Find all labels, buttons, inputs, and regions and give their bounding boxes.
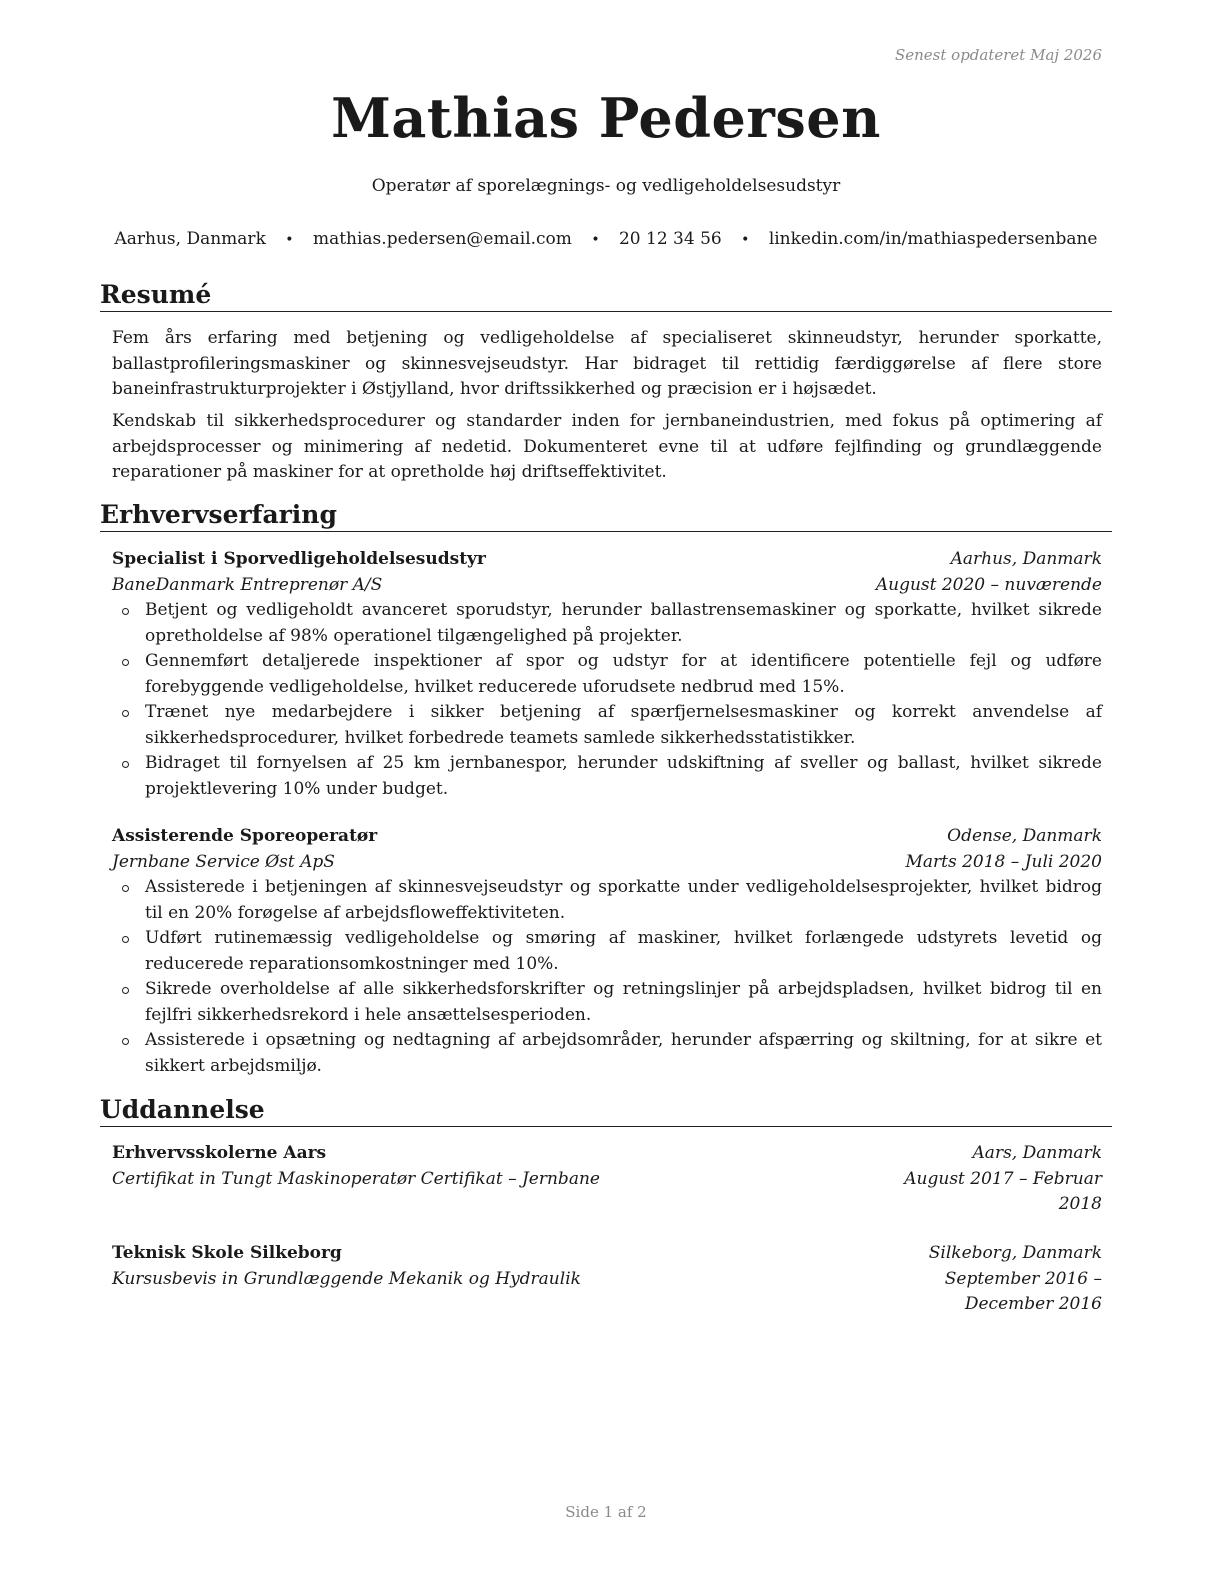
- school-location: Silkeborg, Danmark: [928, 1243, 1102, 1263]
- job-entry: [112, 824, 1102, 1079]
- job-bullet-list: [112, 875, 1102, 1079]
- contact-email[interactable]: mathias.pedersen@email.com: [312, 229, 572, 249]
- contact-line: [100, 229, 1112, 249]
- job-bullet: Gennemført detaljerede inspektioner af spor og udstyr for at identificere potentielle fejl og udføre forebyggende vedligeholdelse, hvilket reducerede uforudsete nedbrud med 15%.: [112, 649, 1102, 700]
- job-company: BaneDanmark Entreprenør A/S: [112, 574, 383, 595]
- job-bullet: Bidraget til fornyelsen af 25 km jernbanespor, herunder udskiftning af sveller og ballast, hvilket sikrede projektlevering 10% under budget.: [112, 751, 1102, 802]
- education-dates: August 2017 – Februar 2018: [904, 1168, 1102, 1214]
- degree: Certifikat in Tungt Maskinoperatør Certifikat – Jernbane: [112, 1168, 600, 1189]
- job-location: Aarhus, Danmark: [950, 549, 1102, 569]
- job-bullet: Udført rutinemæssig vedligeholdelse og smøring af maskiner, hvilket forlængede udstyrets levetid og reducerede reparationsomkostninger med 10%.: [112, 926, 1102, 977]
- section-title-summary: Resumé: [100, 279, 1112, 312]
- job-location: Odense, Danmark: [947, 826, 1102, 846]
- page-number: Side 1 af 2: [565, 1503, 647, 1521]
- contact-separator: •: [285, 232, 294, 248]
- school-name: Teknisk Skole Silkeborg: [112, 1243, 342, 1263]
- job-bullet: Assisterede i betjeningen af skinnesvejseudstyr og sporkatte under vedligeholdelsesprojekter, hvilket bidrog til en 20% forøgelse af arbejdsfloweffektiviteten.: [112, 875, 1102, 926]
- job-role: Specialist i Sporvedligeholdelsesudstyr: [112, 549, 486, 569]
- job-entry: [112, 547, 1102, 802]
- education-dates: September 2016 – December 2016: [944, 1268, 1102, 1314]
- contact-location: Aarhus, Danmark: [114, 229, 266, 249]
- job-bullet: Assisterede i opsætning og nedtagning af arbejdsområder, herunder afspærring og skiltning, for at sikre et sikkert arbejdsmiljø.: [112, 1028, 1102, 1079]
- job-bullet: Sikrede overholdelse af alle sikkerhedsforskrifter og retningslinjer på arbejdspladsen, hvilket bidrog til en fejlfri sikkerhedsrekord i hele ansættelsesperioden.: [112, 977, 1102, 1028]
- contact-linkedin[interactable]: linkedin.com/in/mathiaspedersenbane: [768, 229, 1098, 249]
- section-title-education: Uddannelse: [100, 1094, 1112, 1127]
- job-bullet: Trænet nye medarbejdere i sikker betjening af spærfjernelsesmaskiner og korrekt anvendelse af sikkerhedsprocedurer, hvilket forbedrede teamets samlede sikkerhedsstatistikker.: [112, 700, 1102, 751]
- section-title-experience: Erhvervserfaring: [100, 499, 1112, 532]
- job-company: Jernbane Service Øst ApS: [112, 851, 335, 872]
- job-role: Assisterende Sporeoperatør: [112, 826, 378, 846]
- school-location: Aars, Danmark: [972, 1143, 1102, 1163]
- education-entry: [112, 1241, 1102, 1318]
- job-bullet-list: [112, 598, 1102, 802]
- job-dates: August 2020 – nuværende: [875, 574, 1102, 595]
- resume-page: [100, 0, 1112, 1584]
- contact-separator: •: [591, 232, 600, 248]
- school-name: Erhvervsskolerne Aars: [112, 1143, 327, 1163]
- contact-separator: •: [741, 232, 750, 248]
- education-entry: [112, 1141, 1102, 1218]
- headline: Operatør af sporelægnings- og vedligeholdelsesudstyr: [371, 176, 841, 196]
- job-bullet: Betjent og vedligeholdt avanceret sporudstyr, herunder ballastrensemaskiner og sporkatte, hvilket sikrede opretholdelse af 98% operationel tilgængelighed på projekter.: [112, 598, 1102, 649]
- summary-paragraph: Fem års erfaring med betjening og vedligeholdelse af specialiseret skinneudstyr, herunder sporkatte, ballastprofileringsmaskiner og skinnesvejseudstyr. Har bidraget til rettidig færdiggørelse af flere store baneinfrastrukturprojekter i Østjylland, hvor driftssikkerhed og præcision er i højsædet.: [112, 328, 1102, 399]
- job-dates: Marts 2018 – Juli 2020: [905, 851, 1102, 872]
- degree: Kursusbevis in Grundlæggende Mekanik og Hydraulik: [112, 1268, 581, 1289]
- contact-phone: 20 12 34 56: [618, 229, 722, 249]
- summary-paragraph: Kendskab til sikkerhedsprocedurer og standarder inden for jernbaneindustrien, med fokus på optimering af arbejdsprocesser og minimering af nedetid. Dokumenteret evne til at udføre fejlfinding og grundlæggende reparationer på maskiner for at opretholde høj driftseffektivitet.: [112, 411, 1102, 482]
- last-updated: Senest opdateret Maj 2026: [894, 46, 1102, 64]
- candidate-name: Mathias Pedersen: [331, 86, 881, 150]
